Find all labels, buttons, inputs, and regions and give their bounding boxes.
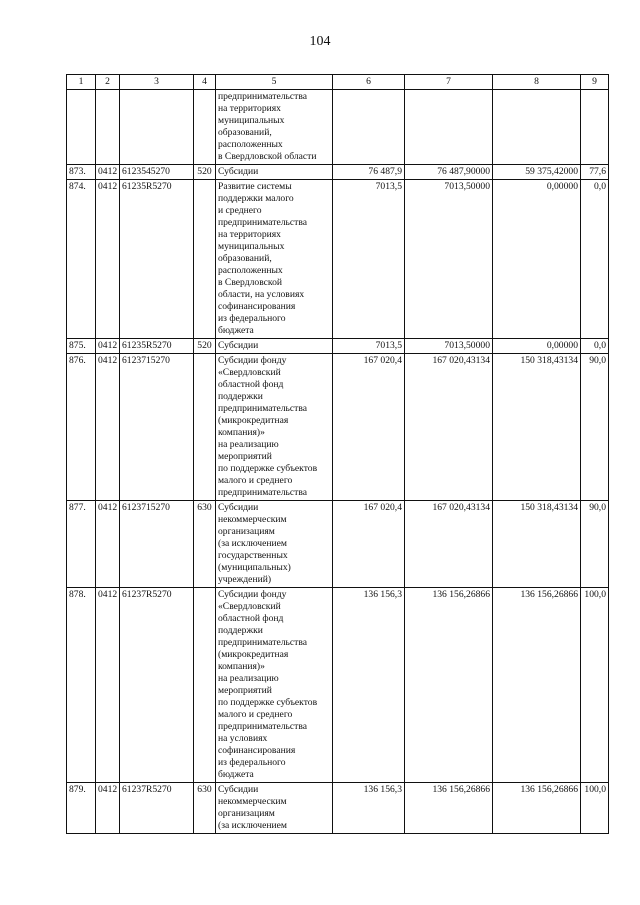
approved-amount-cell: 136 156,26866 — [405, 783, 493, 834]
planned-amount-cell: 167 020,4 — [333, 354, 405, 501]
target-article-cell: 61237R5270 — [120, 783, 194, 834]
executed-amount-cell: 0,00000 — [493, 339, 581, 354]
section-code-cell: 0412 — [96, 501, 120, 588]
header-cell: 9 — [581, 75, 609, 90]
target-article-cell — [120, 90, 194, 165]
header-cell: 5 — [216, 75, 333, 90]
table-row — [67, 783, 609, 834]
target-article-cell: 6123715270 — [120, 354, 194, 501]
executed-amount-cell: 150 318,43134 — [493, 501, 581, 588]
execution-percent-cell: 90,0 — [581, 354, 609, 501]
table-row — [67, 339, 609, 354]
executed-amount-cell: 136 156,26866 — [493, 783, 581, 834]
row-number-cell — [67, 90, 96, 165]
page-number: 104 — [309, 34, 331, 49]
expense-type-cell — [194, 354, 216, 501]
expense-type-cell — [194, 588, 216, 783]
table-row — [67, 165, 609, 180]
description-cell: Субсидии некоммерческим организациям (за исключением — [216, 783, 333, 834]
expense-type-cell: 520 — [194, 339, 216, 354]
section-code-cell: 0412 — [96, 180, 120, 339]
header-cell: 1 — [67, 75, 96, 90]
execution-percent-cell: 0,0 — [581, 180, 609, 339]
table-body — [67, 75, 609, 834]
target-article-cell: 61235R5270 — [120, 339, 194, 354]
execution-percent-cell: 100,0 — [581, 783, 609, 834]
table-row — [67, 90, 609, 165]
executed-amount-cell: 150 318,43134 — [493, 354, 581, 501]
description-cell: Субсидии некоммерческим организациям (за исключением государственных (муниципальных) учреждений) — [216, 501, 333, 588]
executed-amount-cell — [493, 90, 581, 165]
target-article-cell: 6123545270 — [120, 165, 194, 180]
header-cell: 2 — [96, 75, 120, 90]
expense-type-cell — [194, 180, 216, 339]
approved-amount-cell: 136 156,26866 — [405, 588, 493, 783]
target-article-cell: 6123715270 — [120, 501, 194, 588]
table-row — [67, 588, 609, 783]
header-cell: 7 — [405, 75, 493, 90]
table-row — [67, 501, 609, 588]
row-number-cell: 876. — [67, 354, 96, 501]
header-cell: 6 — [333, 75, 405, 90]
section-code-cell: 0412 — [96, 339, 120, 354]
expense-type-cell: 630 — [194, 501, 216, 588]
row-number-cell: 877. — [67, 501, 96, 588]
execution-percent-cell — [581, 90, 609, 165]
expense-type-cell: 520 — [194, 165, 216, 180]
approved-amount-cell: 167 020,43134 — [405, 501, 493, 588]
expense-type-cell: 630 — [194, 783, 216, 834]
execution-percent-cell: 100,0 — [581, 588, 609, 783]
planned-amount-cell: 7013,5 — [333, 180, 405, 339]
header-cell: 4 — [194, 75, 216, 90]
header-cell: 3 — [120, 75, 194, 90]
table-row — [67, 354, 609, 501]
header-cell: 8 — [493, 75, 581, 90]
approved-amount-cell: 76 487,90000 — [405, 165, 493, 180]
planned-amount-cell: 136 156,3 — [333, 588, 405, 783]
execution-percent-cell: 90,0 — [581, 501, 609, 588]
row-number-cell: 875. — [67, 339, 96, 354]
section-code-cell: 0412 — [96, 165, 120, 180]
row-number-cell: 879. — [67, 783, 96, 834]
table-row — [67, 180, 609, 339]
executed-amount-cell: 59 375,42000 — [493, 165, 581, 180]
target-article-cell: 61237R5270 — [120, 588, 194, 783]
section-code-cell: 0412 — [96, 783, 120, 834]
approved-amount-cell: 7013,50000 — [405, 339, 493, 354]
target-article-cell: 61235R5270 — [120, 180, 194, 339]
planned-amount-cell: 167 020,4 — [333, 501, 405, 588]
planned-amount-cell: 76 487,9 — [333, 165, 405, 180]
description-cell: предпринимательства на территориях муниципальных образований, расположенных в Свердловской области — [216, 90, 333, 165]
row-number-cell: 874. — [67, 180, 96, 339]
row-number-cell: 878. — [67, 588, 96, 783]
executed-amount-cell: 0,00000 — [493, 180, 581, 339]
budget-table — [66, 74, 609, 834]
planned-amount-cell: 7013,5 — [333, 339, 405, 354]
execution-percent-cell: 0,0 — [581, 339, 609, 354]
description-cell: Субсидии фонду «Свердловский областной фонд поддержки предпринимательства (микрокредитная компания)» на реализацию мероприятий по поддержке субъектов малого и среднего предпринимательства — [216, 354, 333, 501]
section-code-cell — [96, 90, 120, 165]
expense-type-cell — [194, 90, 216, 165]
row-number-cell: 873. — [67, 165, 96, 180]
approved-amount-cell: 167 020,43134 — [405, 354, 493, 501]
description-cell: Субсидии фонду «Свердловский областной фонд поддержки предпринимательства (микрокредитная компания)» на реализацию мероприятий по поддержке субъектов малого и среднего предпринимательства на условиях софинансирования из федерального бюджета — [216, 588, 333, 783]
approved-amount-cell: 7013,50000 — [405, 180, 493, 339]
description-cell: Развитие системы поддержки малого и среднего предпринимательства на территориях муниципальных образований, расположенных в Свердловской области, на условиях софинансирования из федерального бюджета — [216, 180, 333, 339]
execution-percent-cell: 77,6 — [581, 165, 609, 180]
planned-amount-cell — [333, 90, 405, 165]
executed-amount-cell: 136 156,26866 — [493, 588, 581, 783]
description-cell: Субсидии — [216, 165, 333, 180]
approved-amount-cell — [405, 90, 493, 165]
description-cell: Субсидии — [216, 339, 333, 354]
section-code-cell: 0412 — [96, 354, 120, 501]
header-row — [67, 75, 609, 90]
section-code-cell: 0412 — [96, 588, 120, 783]
planned-amount-cell: 136 156,3 — [333, 783, 405, 834]
